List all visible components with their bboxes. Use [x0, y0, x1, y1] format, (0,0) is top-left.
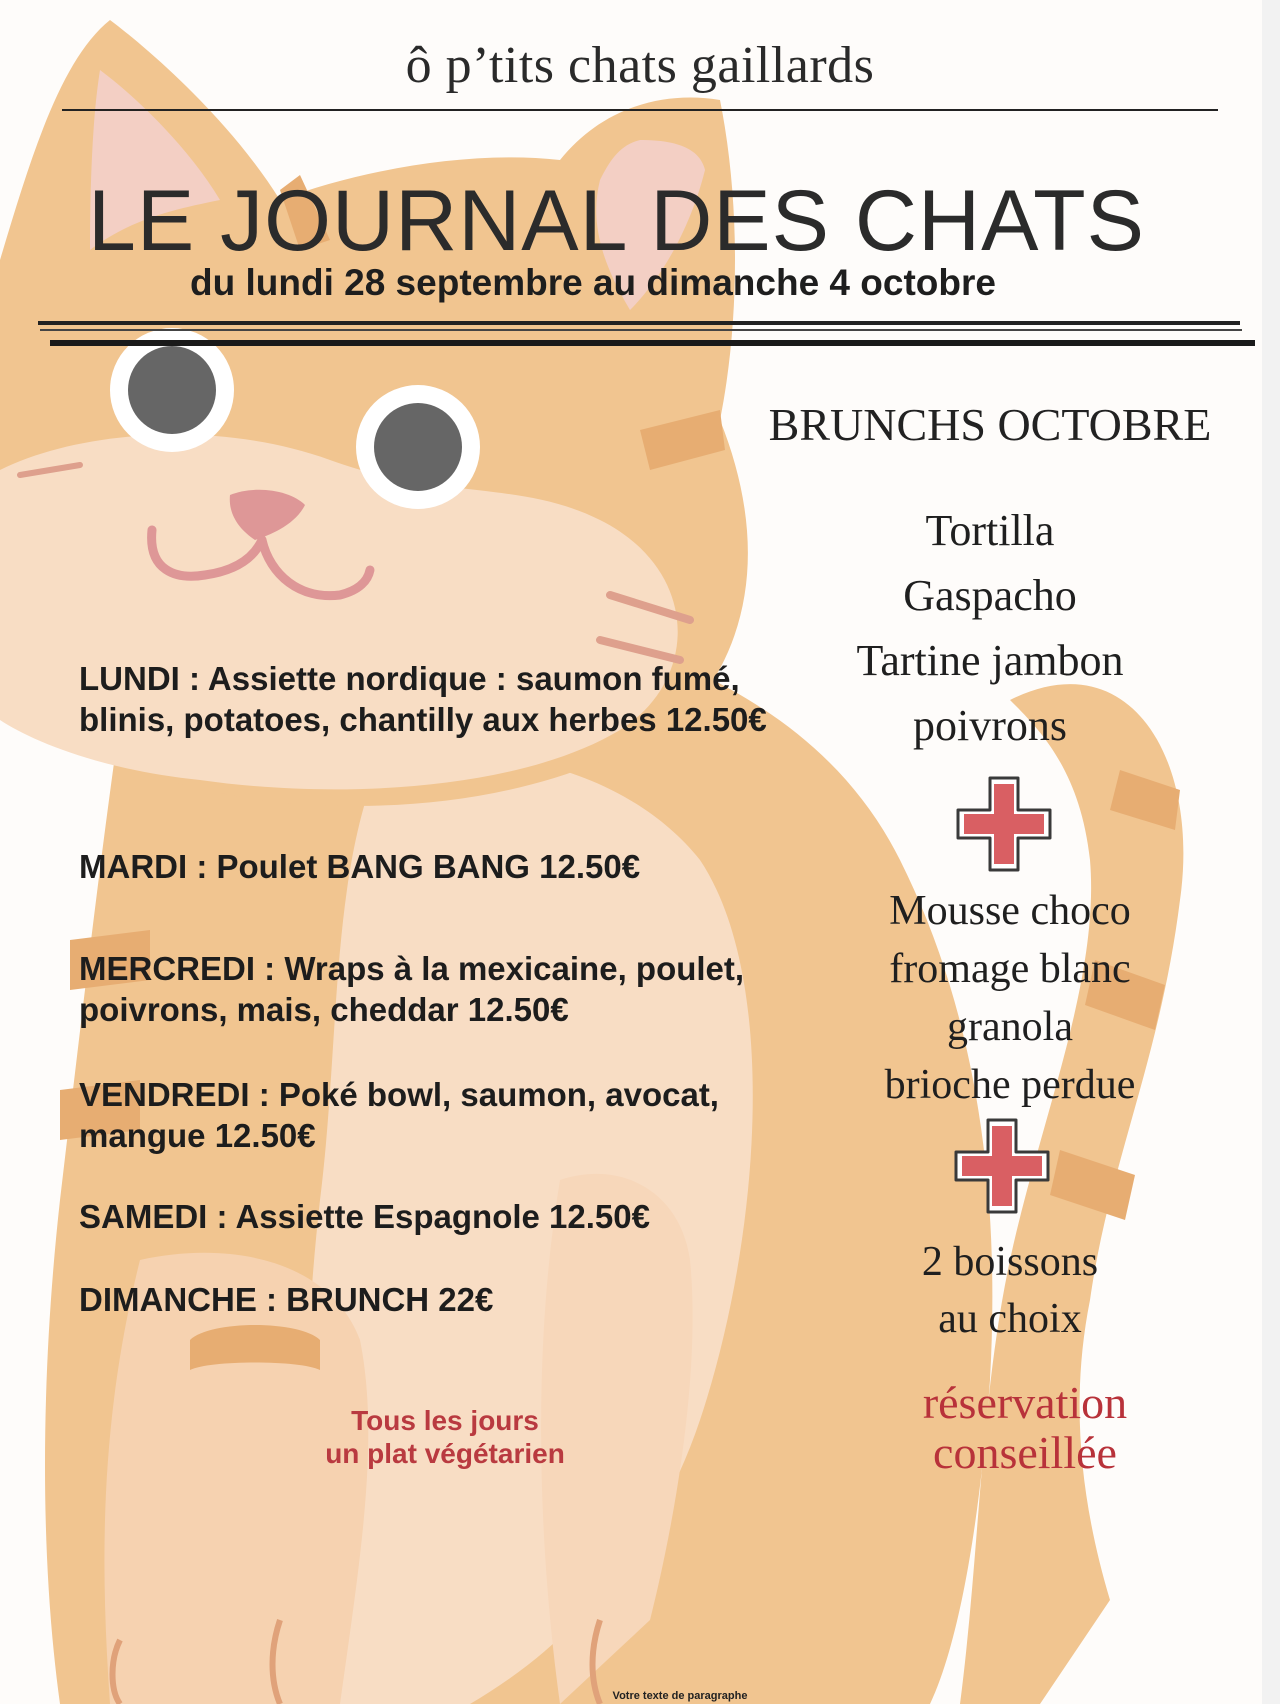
divider-line [38, 321, 1240, 325]
plus-icon [952, 772, 1056, 876]
menu-item-dimanche: DIMANCHE : BRUNCH 22€ [79, 1281, 494, 1318]
divider-line [40, 329, 1242, 331]
brunch-savory-list [760, 498, 1220, 758]
brunch-item: Gaspacho [903, 571, 1077, 620]
vegetarian-note [300, 1404, 590, 1470]
vegetarian-line-2: un plat végétarien [325, 1438, 565, 1469]
reservation-line-1: réservation [922, 1377, 1128, 1428]
menu-item-lundi: LUNDI : Assiette nordique : saumon fumé, blinis, potatoes, chantilly aux herbes 12.50€ [79, 660, 767, 738]
brunch-item: Mousse choco [889, 888, 1131, 934]
brunch-item: Tortilla [925, 506, 1055, 555]
menu-item-samedi: SAMEDI : Assiette Espagnole 12.50€ [79, 1198, 650, 1235]
footer-placeholder-text: Votre texte de paragraphe [612, 1690, 748, 1702]
drinks-line-1: 2 boissons [921, 1239, 1099, 1285]
header-rule [62, 109, 1218, 111]
menu-item-mercredi: MERCREDI : Wraps à la mexicaine, poulet, poivrons, mais, cheddar 12.50€ [79, 950, 745, 1028]
brunch-item: fromage blanc [889, 946, 1131, 992]
menu-item-vendredi: VENDREDI : Poké bowl, saumon, avocat, mangue 12.50€ [79, 1076, 719, 1154]
brunch-title: BRUNCHS OCTOBRE [768, 399, 1212, 450]
brunch-item: poivrons [913, 701, 1067, 750]
brunch-item: brioche perdue [884, 1062, 1136, 1108]
divider-line [50, 340, 1255, 346]
brunch-sweet-list [780, 882, 1240, 1114]
vegetarian-line-1: Tous les jours [351, 1405, 539, 1436]
drinks-line-2: au choix [938, 1296, 1082, 1342]
brand-name: ô p’tits chats gaillards [405, 37, 875, 94]
brunch-drinks [790, 1234, 1230, 1348]
brunch-item: granola [947, 1004, 1073, 1050]
reservation-line-2: conseillée [933, 1427, 1117, 1478]
page-gutter [1262, 0, 1280, 1704]
plus-icon [950, 1114, 1054, 1218]
page-title: LE JOURNAL DES CHATS [88, 173, 1145, 269]
reservation-note [820, 1378, 1230, 1478]
date-range: du lundi 28 septembre au dimanche 4 octobre [190, 262, 996, 303]
brunch-item: Tartine jambon [856, 636, 1124, 685]
menu-item-mardi: MARDI : Poulet BANG BANG 12.50€ [79, 848, 641, 885]
